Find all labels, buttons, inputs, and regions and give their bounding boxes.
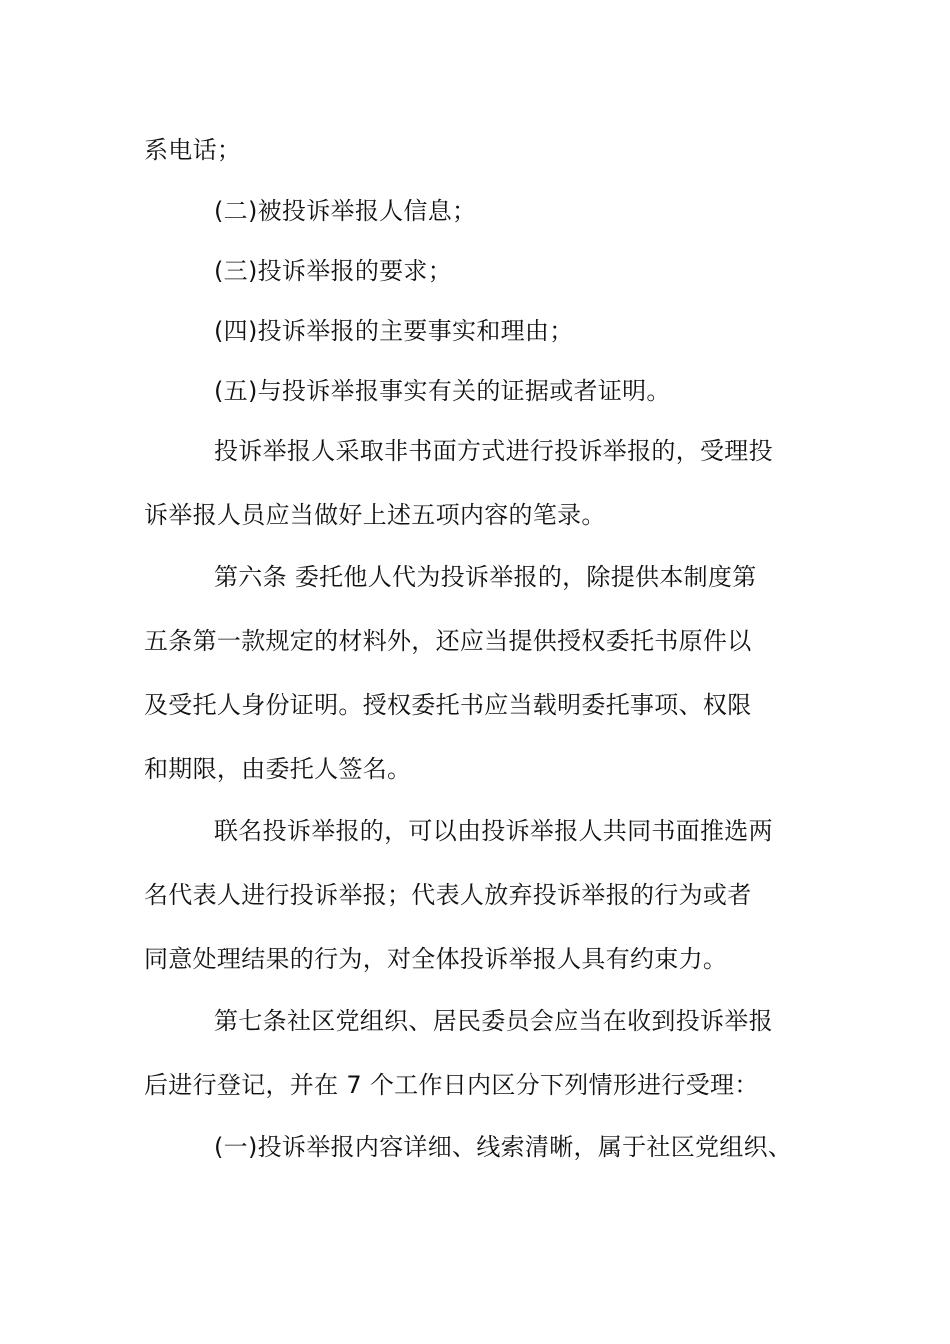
text-line: (三)投诉举报的要求； — [214, 257, 453, 285]
text-line: 联名投诉举报的，可以由投诉举报人共同书面推选两 — [214, 817, 773, 845]
text-line: (一)投诉举报内容详细、线索清晰，属于社区党组织、 — [214, 1133, 793, 1161]
text-line: 五条第一款规定的材料外，还应当提供授权委托书原件以 — [144, 627, 752, 655]
text-line: 同意处理结果的行为，对全体投诉举报人具有约束力。 — [144, 945, 728, 973]
text-line: (五)与投诉举报事实有关的证据或者证明。 — [214, 377, 671, 405]
text-line: 后进行登记，并在 7 个工作日内区分下列情形进行受理： — [144, 1071, 759, 1099]
text-line: 和期限，由委托人签名。 — [144, 755, 412, 783]
text-line: (四)投诉举报的主要事实和理由； — [214, 317, 574, 345]
text-line: 名代表人进行投诉举报；代表人放弃投诉举报的行为或者 — [144, 881, 752, 909]
text-line: 诉举报人员应当做好上述五项内容的笔录。 — [144, 501, 606, 529]
text-line: 投诉举报人采取非书面方式进行投诉举报的，受理投 — [214, 437, 773, 465]
text-line: 系电话； — [144, 136, 242, 164]
text-line: 及受托人身份证明。授权委托书应当载明委托事项、权限 — [144, 691, 752, 719]
text-line: 第七条社区党组织、居民委员会应当在收到投诉举报 — [214, 1007, 773, 1035]
text-line: (二)被投诉举报人信息； — [214, 197, 477, 225]
text-line: 第六条 委托他人代为投诉举报的，除提供本制度第 — [214, 563, 757, 591]
